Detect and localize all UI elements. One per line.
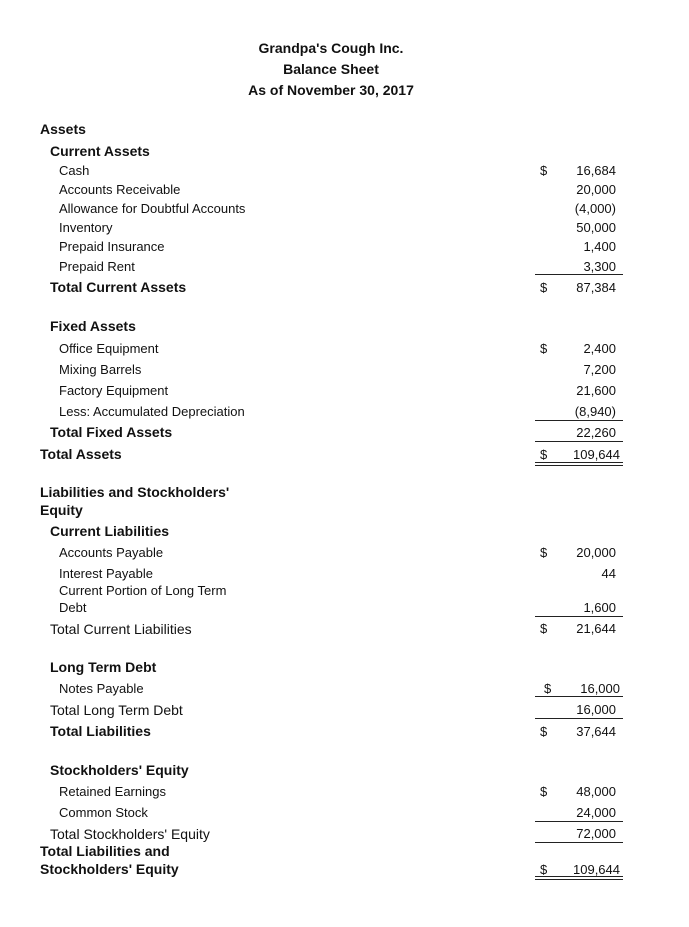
total-current-assets-label: Total Current Assets	[50, 279, 187, 295]
liabilities-heading-line1: Liabilities and Stockholders'	[40, 484, 230, 500]
total-fixed-assets-label: Total Fixed Assets	[50, 424, 173, 440]
current-portion-ltd-label-line1: Current Portion of Long Term	[59, 583, 227, 598]
liabilities-heading-line2: Equity	[40, 502, 83, 518]
total-stockholders-equity-amount: 72,000	[576, 826, 616, 841]
current-assets-heading: Current Assets	[50, 143, 150, 159]
subtotal-rule	[535, 842, 623, 843]
total-liabilities-label: Total Liabilities	[50, 723, 151, 739]
currency-symbol: $	[540, 862, 548, 877]
subtotal-rule	[535, 718, 623, 719]
long-term-debt-heading: Long Term Debt	[50, 659, 157, 675]
grand-total-label-line2: Stockholders' Equity	[40, 861, 179, 877]
double-underline	[535, 876, 623, 880]
retained-earnings-label: Retained Earnings	[59, 784, 166, 799]
notes-payable-amount: 16,000	[580, 681, 620, 696]
subtotal-rule	[535, 616, 623, 617]
accumulated-depreciation-amount: (8,940)	[574, 404, 616, 419]
assets-heading: Assets	[40, 121, 86, 137]
mixing-barrels-amount: 7,200	[583, 362, 616, 377]
accounts-payable-amount: 20,000	[576, 545, 616, 560]
company-name: Grandpa's Cough Inc.	[258, 40, 404, 56]
currency-symbol: $	[544, 681, 552, 696]
currency-symbol: $	[540, 341, 548, 356]
accounts-receivable-label: Accounts Receivable	[59, 182, 181, 197]
retained-earnings-amount: 48,000	[576, 784, 616, 799]
interest-payable-amount: 44	[601, 566, 616, 581]
currency-symbol: $	[540, 545, 548, 560]
current-liabilities-heading: Current Liabilities	[50, 523, 170, 539]
total-current-assets-amount: 87,384	[576, 280, 616, 295]
subtotal-rule	[535, 821, 623, 822]
total-current-liabilities-label: Total Current Liabilities	[50, 621, 192, 637]
notes-payable-label: Notes Payable	[59, 681, 144, 696]
currency-symbol: $	[540, 163, 548, 178]
total-fixed-assets-amount: 22,260	[576, 425, 616, 440]
accounts-receivable-amount: 20,000	[576, 182, 616, 197]
accumulated-depreciation-label: Less: Accumulated Depreciation	[59, 404, 245, 419]
mixing-barrels-label: Mixing Barrels	[59, 362, 142, 377]
prepaid-rent-amount: 3,300	[583, 259, 616, 274]
prepaid-insurance-label: Prepaid Insurance	[59, 239, 165, 254]
cash-amount: 16,684	[576, 163, 616, 178]
allowance-doubtful-label: Allowance for Doubtful Accounts	[59, 201, 246, 216]
factory-equipment-label: Factory Equipment	[59, 383, 169, 398]
common-stock-label: Common Stock	[59, 805, 148, 820]
report-date: As of November 30, 2017	[248, 82, 414, 98]
accounts-payable-label: Accounts Payable	[59, 545, 164, 560]
subtotal-rule	[535, 696, 623, 697]
office-equipment-label: Office Equipment	[59, 341, 159, 356]
office-equipment-amount: 2,400	[583, 341, 616, 356]
total-liabilities-amount: 37,644	[576, 724, 616, 739]
total-assets-label: Total Assets	[40, 446, 122, 462]
currency-symbol: $	[540, 784, 548, 799]
inventory-amount: 50,000	[576, 220, 616, 235]
currency-symbol: $	[540, 280, 548, 295]
interest-payable-label: Interest Payable	[59, 566, 153, 581]
total-long-term-debt-amount: 16,000	[576, 702, 616, 717]
current-portion-ltd-label-line2: Debt	[59, 600, 87, 615]
subtotal-rule	[535, 441, 623, 442]
double-underline	[535, 462, 623, 466]
total-assets-amount: 109,644	[573, 447, 620, 462]
common-stock-amount: 24,000	[576, 805, 616, 820]
inventory-label: Inventory	[59, 220, 113, 235]
currency-symbol: $	[540, 724, 548, 739]
subtotal-rule	[535, 420, 623, 421]
report-title: Balance Sheet	[283, 61, 379, 77]
stockholders-equity-heading: Stockholders' Equity	[50, 762, 189, 778]
grand-total-amount: 109,644	[573, 862, 620, 877]
allowance-doubtful-amount: (4,000)	[574, 201, 616, 216]
prepaid-rent-label: Prepaid Rent	[59, 259, 135, 274]
currency-symbol: $	[540, 447, 548, 462]
grand-total-label-line1: Total Liabilities and	[40, 843, 170, 859]
current-portion-ltd-amount: 1,600	[583, 600, 616, 615]
total-long-term-debt-label: Total Long Term Debt	[50, 702, 183, 718]
fixed-assets-heading: Fixed Assets	[50, 318, 136, 334]
total-current-liabilities-amount: 21,644	[576, 621, 616, 636]
prepaid-insurance-amount: 1,400	[583, 239, 616, 254]
currency-symbol: $	[540, 621, 548, 636]
factory-equipment-amount: 21,600	[576, 383, 616, 398]
subtotal-rule	[535, 274, 623, 275]
cash-label: Cash	[59, 163, 90, 178]
total-stockholders-equity-label: Total Stockholders' Equity	[50, 826, 210, 842]
